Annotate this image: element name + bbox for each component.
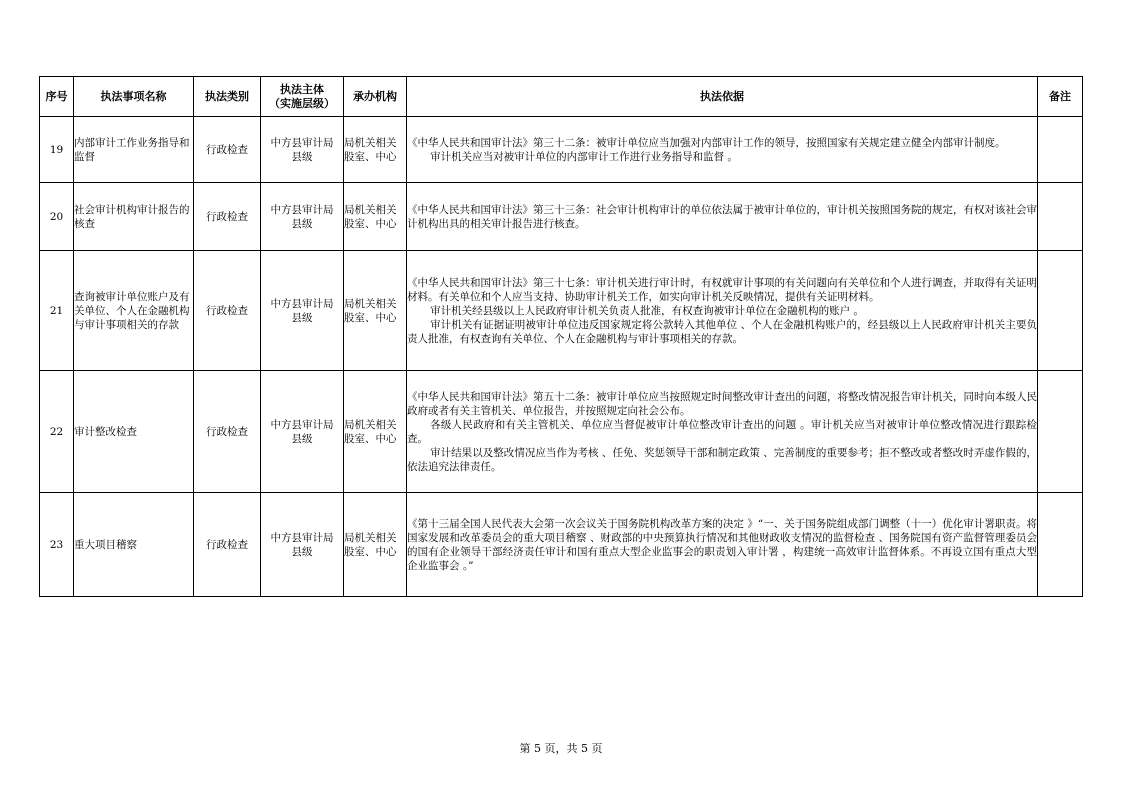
row-subject-line2: 县级 bbox=[291, 150, 313, 163]
basis-paragraph: 审计机关有证据证明被审计单位违反国家规定将公款转入其他单位 、个人在金融机构账户的，经县级以上人民政府审计机关主要负责人批准，有权查询有关单位、个人在金融机构与审计事项相关的存款。 bbox=[407, 318, 1037, 345]
row-seq: 21 bbox=[40, 251, 74, 371]
table-row bbox=[40, 251, 1083, 371]
header-subject-line1: 执法主体 bbox=[280, 82, 324, 96]
table-row bbox=[40, 183, 1083, 251]
header-basis: 执法依据 bbox=[407, 77, 1038, 117]
enforcement-table bbox=[39, 76, 1083, 597]
row-seq: 20 bbox=[40, 183, 74, 251]
row-basis bbox=[407, 493, 1038, 597]
row-subject bbox=[261, 493, 344, 597]
row-category: 行政检查 bbox=[194, 251, 261, 371]
row-note bbox=[1038, 371, 1083, 493]
basis-paragraph: 《中华人民共和国审计法》第五十二条：被审计单位应当按照规定时间整改审计查出的问题，将整改情况报告审计机关，同时向本级人民政府或者有关主管机关、单位报告，并按照规定向社会公布。 bbox=[407, 390, 1037, 417]
row-category: 行政检查 bbox=[194, 117, 261, 183]
row-subject-line1: 中方县审计局 bbox=[270, 531, 334, 544]
basis-paragraph: 各级人民政府和有关主管机关、单位应当督促被审计单位整改审计查出的问题 。审计机关应当对被审计单位整改情况进行跟踪检查。 bbox=[407, 418, 1037, 445]
row-category: 行政检查 bbox=[194, 493, 261, 597]
header-item-name: 执法事项名称 bbox=[74, 77, 194, 117]
row-subject-line2: 县级 bbox=[291, 217, 313, 230]
basis-paragraph: 审计机关应当对被审计单位的内部审计工作进行业务指导和监督 。 bbox=[430, 150, 738, 163]
row-category: 行政检查 bbox=[194, 183, 261, 251]
header-note: 备注 bbox=[1038, 77, 1083, 117]
basis-paragraph: 审计结果以及整改情况应当作为考核 、任免、奖惩领导干部和制定政策 、完善制度的重要参考；拒不整改或者整改时弄虚作假的，依法追究法律责任。 bbox=[407, 446, 1037, 473]
row-item-name: 查询被审计单位账户及有关单位、个人在金融机构与审计事项相关的存款 bbox=[74, 251, 194, 371]
row-item-name: 重大项目稽察 bbox=[74, 493, 194, 597]
row-subject-line2: 县级 bbox=[291, 311, 313, 324]
row-org: 局机关相关股室、中心 bbox=[344, 117, 407, 183]
row-subject bbox=[261, 117, 344, 183]
row-subject bbox=[261, 371, 344, 493]
row-item-name: 内部审计工作业务指导和监督 bbox=[74, 117, 194, 183]
row-subject-line1: 中方县审计局 bbox=[270, 297, 334, 310]
header-subject bbox=[261, 77, 344, 117]
header-org: 承办机构 bbox=[344, 77, 407, 117]
row-basis bbox=[407, 117, 1038, 183]
table-row bbox=[40, 371, 1083, 493]
basis-paragraph: 《中华人民共和国审计法》第三十二条：被审计单位应当加强对内部审计工作的领导，按照国家有关规定建立健全内部审计制度。 bbox=[407, 136, 1006, 149]
basis-paragraph: 《中华人民共和国审计法》第三十三条：社会审计机构审计的单位依法属于被审计单位的，审计机关按照国务院的规定，有权对该社会审计机构出具的相关审计报告进行核查。 bbox=[407, 203, 1037, 230]
row-note bbox=[1038, 493, 1083, 597]
row-basis bbox=[407, 183, 1038, 251]
basis-paragraph: 《中华人民共和国审计法》第三十七条：审计机关进行审计时，有权就审计事项的有关问题向有关单位和个人进行调查，并取得有关证明材料。有关单位和个人应当支持、协助审计机关工作，如实向审计机关反映情况，提供有关证明材料。 bbox=[407, 276, 1037, 303]
row-org: 局机关相关股室、中心 bbox=[344, 371, 407, 493]
row-subject-line2: 县级 bbox=[291, 432, 313, 445]
row-org: 局机关相关股室、中心 bbox=[344, 251, 407, 371]
row-item-name: 审计整改检查 bbox=[74, 371, 194, 493]
table-row bbox=[40, 117, 1083, 183]
header-subject-line2: （实施层级） bbox=[269, 96, 335, 110]
header-seq: 序号 bbox=[40, 77, 74, 117]
row-item-name: 社会审计机构审计报告的核查 bbox=[74, 183, 194, 251]
basis-paragraph: 审计机关经县级以上人民政府审计机关负责人批准，有权查询被审计单位在金融机构的账户 。 bbox=[430, 304, 864, 317]
row-subject bbox=[261, 251, 344, 371]
row-subject-line2: 县级 bbox=[291, 545, 313, 558]
row-note bbox=[1038, 117, 1083, 183]
row-category: 行政检查 bbox=[194, 371, 261, 493]
row-subject-line1: 中方县审计局 bbox=[270, 203, 334, 216]
page-footer: 第 5 页，共 5 页 bbox=[519, 742, 603, 755]
row-basis bbox=[407, 251, 1038, 371]
table-row bbox=[40, 493, 1083, 597]
row-note bbox=[1038, 183, 1083, 251]
row-seq: 19 bbox=[40, 117, 74, 183]
row-org: 局机关相关股室、中心 bbox=[344, 493, 407, 597]
row-subject bbox=[261, 183, 344, 251]
row-subject-line1: 中方县审计局 bbox=[270, 418, 334, 431]
header-category: 执法类别 bbox=[194, 77, 261, 117]
row-org: 局机关相关股室、中心 bbox=[344, 183, 407, 251]
row-basis bbox=[407, 371, 1038, 493]
header-row bbox=[40, 77, 1083, 117]
row-note bbox=[1038, 251, 1083, 371]
row-seq: 22 bbox=[40, 371, 74, 493]
row-seq: 23 bbox=[40, 493, 74, 597]
row-subject-line1: 中方县审计局 bbox=[270, 136, 334, 149]
basis-paragraph: 《第十三届全国人民代表大会第一次会议关于国务院机构改革方案的决定 》“一、关于国务院组成部门调整（十一）优化审计署职责。将国家发展和改革委员会的重大项目稽察 、财政部的中央预算执行情况和其他财政收支情况的监督检查 、国务院国有资产监督管理委员会的国有企业领导干部经济责任审计和国有重点大型企业监事会的职责划入审计署 ，构建统一高效审计监督体系。不再设立国有重点大型企业监事会 。” bbox=[407, 517, 1037, 572]
